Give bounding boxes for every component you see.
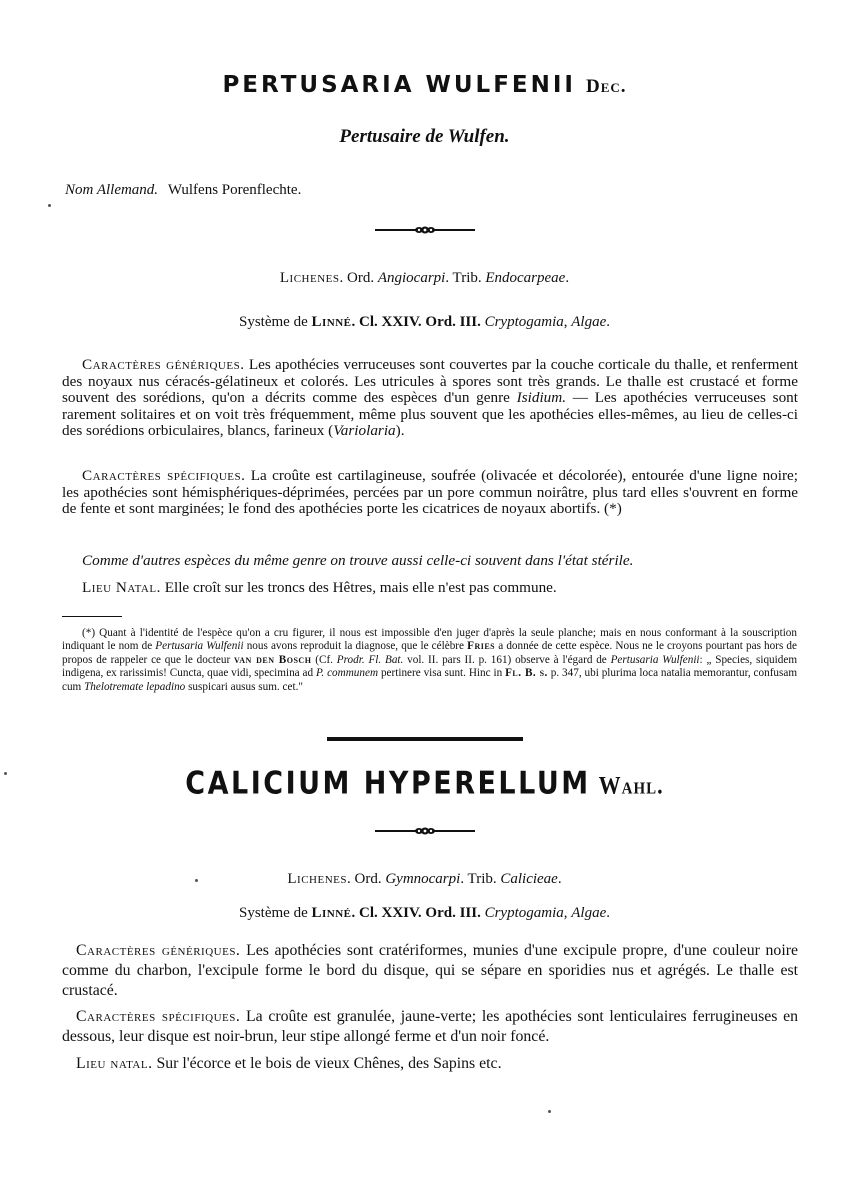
species-name: PERTUSARIA WULFENII	[222, 72, 576, 98]
german-name-line	[65, 182, 301, 199]
linnean-class-2: . Cl. XXIV. Ord. III.	[351, 905, 481, 921]
order-name: Angiocarpi	[377, 270, 446, 286]
scan-speck	[4, 772, 7, 775]
footnote-text-g: : „ Species, siquidem indigena, ex rarissimis! Cuncta, quae vidi, specimina ad	[62, 653, 798, 680]
habitat	[62, 580, 798, 597]
tribe-label: . Trib.	[445, 270, 482, 286]
class-label: Lichenes	[279, 270, 340, 286]
french-name: Pertusaire de Wulfen.	[339, 126, 510, 147]
remark-text: Comme d'autres espèces du même genre on trouve aussi celle-ci souvent dans l'état stérile.	[82, 552, 634, 569]
linnean-system-line: Système de Linné. Cl. XXIV. Ord. III. Cryptogamia, Algae.	[238, 314, 611, 330]
linnean-class: . Cl. XXIV. Ord. III.	[351, 314, 481, 330]
ornament-divider	[375, 225, 475, 235]
specific-characters-text-2: La croûte est granulée, jaune-verte; les apothécies sont lenticulaires ferrugineuses en dessous, leur disque est noir-brun, leur stipe allongé ferme et d'un noir foncé.	[62, 1008, 798, 1045]
generic-characters-heading-2: Caractères génériques.	[76, 942, 241, 959]
specific-characters	[62, 468, 798, 518]
footnote-text-c: nous avons reproduit la diagnose, que le célèbre	[246, 640, 464, 653]
ornament-icon	[413, 225, 437, 235]
class-label-2: Lichenes	[287, 871, 347, 887]
specific-characters-text: La croûte est cartilagineuse, soufrée (olivacée et décolorée), entourée d'une ligne noire; les apothécies sont hémisphériques-déprimées, percées par un pore commun noirâtre, plus tard elles s'ouvrent en forme de fente et sont marginées; le fond des apothécies porte les cicatrices de noyaux abortifs. (*)	[62, 467, 798, 518]
footnote-flora: Fl. B. s.	[505, 667, 548, 680]
species-author: Dec.	[586, 76, 627, 97]
habitat-heading: Lieu Natal.	[82, 579, 161, 596]
german-name-label: Nom Allemand.	[65, 182, 159, 198]
ornament-icon	[413, 826, 437, 836]
species-author-2: Wahl.	[598, 770, 664, 800]
species-name-2: CALICIUM HYPERELLUM	[185, 765, 591, 802]
scan-speck	[548, 1110, 551, 1113]
footnote-text-e: (Cf.	[315, 653, 333, 666]
order-label-2: . Ord.	[347, 871, 382, 887]
genus-isidium: Isidium.	[516, 389, 567, 407]
footnote-text-h: pertinere visa sunt. Hinc in	[380, 667, 503, 680]
footnote-fries: Fries	[467, 640, 496, 653]
genus-variolaria: Variolaria	[333, 422, 396, 440]
footnote-rule	[62, 616, 122, 617]
linnean-system-line-2: Système de Linné. Cl. XXIV. Ord. III. Cryptogamia, Algae.	[238, 905, 611, 921]
generic-characters-text-c: ).	[395, 422, 405, 440]
footnote-text-d: a donnée de cette espèce. Nous ne le croyons pourtant pas hors de propos de rappeler ce que le docteur	[62, 640, 797, 666]
specific-characters-2	[62, 1007, 798, 1047]
species-title	[0, 72, 849, 98]
system-algae-2: Algae	[571, 905, 607, 921]
footnote-prodromus: Prodr. Fl. Bat.	[336, 653, 404, 666]
specific-characters-heading-2: Caractères spécifiques.	[76, 1008, 241, 1025]
habitat-text-2: Sur l'écorce et le bois de vieux Chênes, des Sapins etc.	[156, 1055, 502, 1072]
generic-characters	[62, 357, 798, 440]
habitat-text: Elle croît sur les troncs des Hêtres, mais elle n'est pas commune.	[164, 579, 557, 596]
footnote-taxon-4: Thelotremate lepadino	[84, 680, 186, 693]
order-label: . Ord.	[339, 270, 375, 286]
system-algae: Algae	[571, 314, 607, 330]
classification-line-2: Lichenes. Ord. Gymnocarpi. Trib. Calicieae.	[287, 871, 562, 887]
classification-line: Lichenes. Ord. Angiocarpi. Trib. Endocarpeae.	[279, 270, 570, 286]
footnote-text-f: vol. II. pars II. p. 161) observe à l'égard de	[407, 653, 607, 666]
scan-speck	[48, 204, 51, 207]
generic-characters-2	[62, 941, 798, 1001]
scan-speck	[195, 879, 198, 882]
generic-characters-text-b: — Les apothécies verruceuses sont rarement solitaires et on voit très fréquemment, même plus souvent que les apothécies elles-mêmes, au lieu de celles-ci des sorédions orbiculaires, blancs, farineux (	[62, 389, 798, 440]
habitat-2	[62, 1054, 798, 1074]
system-prefix: Système de	[238, 314, 308, 330]
footnote-taxon-3: P. communem	[316, 667, 379, 680]
footnote-text-j: suspicari ausus sum. cet."	[188, 680, 303, 693]
generic-characters-heading: Caractères génériques.	[82, 356, 245, 373]
footnote	[62, 627, 797, 694]
tribe-name: Endocarpeae	[485, 270, 566, 286]
footnote-text-a: (*) Quant à l'identité de l'espèce qu'on a cru figurer, il nous est impossible d'en juger d'après la seule planche; mais en nous conformant à la souscription indiquant le nom de	[62, 627, 797, 653]
habitat-heading-2: Lieu natal.	[76, 1055, 153, 1072]
system-cryptogamia-2: Cryptogamia	[484, 905, 564, 921]
order-name-2: Gymnocarpi	[385, 871, 461, 887]
ornament-divider-2	[375, 826, 475, 836]
system-prefix-2: Système de	[238, 905, 308, 921]
footnote-van-den-bosch: van den Bosch	[234, 653, 312, 666]
footnote-taxon-2: Pertusaria Wulfenii	[610, 653, 700, 666]
specific-characters-heading: Caractères spécifiques.	[82, 467, 246, 484]
german-name: Wulfens Porenflechte.	[167, 182, 302, 198]
linne-name: Linné	[311, 314, 352, 330]
footnote-taxon-1: Pertusaria Wulfenii	[155, 640, 244, 653]
tribe-label-2: . Trib.	[460, 871, 497, 887]
system-cryptogamia: Cryptogamia	[484, 314, 564, 330]
species-title-2	[0, 766, 849, 802]
remark	[62, 553, 798, 570]
linne-name-2: Linné	[311, 905, 352, 921]
footnote-text-i: p. 347, ubi plurima loca natalia memorantur, confusam cum	[62, 667, 798, 693]
tribe-name-2: Calicieae	[500, 871, 558, 887]
generic-characters-text-a: Les apothécies verruceuses sont couvertes par la couche corticale du thalle, et renferment des noyaux nus céracés-gélatineux et colorés. Les utricules à spores sont très grands. Le thalle est crustacé et forme souvent des sorédions, qu'on a décrits comme des espèces d'un genre	[62, 356, 799, 407]
generic-characters-text-2: Les apothécies sont cratériformes, munies d'une excipule propre, d'une couleur noire comme du charbon, l'excipule forme le bord du disque, qui se sépare en sporidies nus et agrégés. Le thalle est crustacé.	[62, 942, 798, 999]
section-divider	[327, 737, 523, 741]
